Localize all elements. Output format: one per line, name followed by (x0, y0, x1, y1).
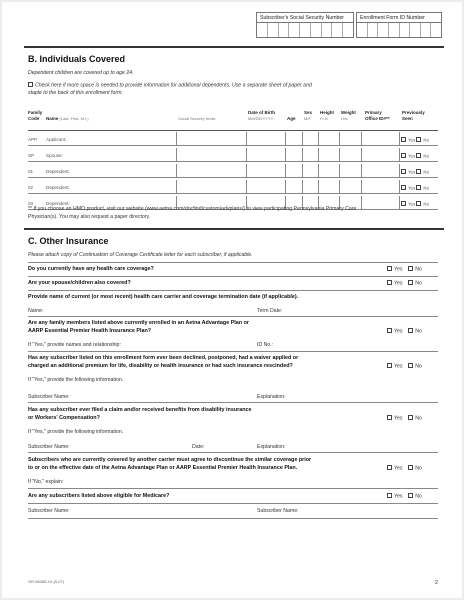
q-aetna-enrolled-line2: AARP Essential Premier Health Insurance Plan? (28, 328, 152, 334)
subscriber-ssn-label: Subscriber's Social Security Number (257, 13, 353, 23)
col-family-code: Family Code (28, 110, 43, 121)
row-name-field[interactable]: Applicant: (46, 137, 67, 142)
q-aetna-enrolled-options[interactable]: Yes No (387, 328, 422, 335)
q-current-coverage: Do you currently have any health care coverage? (28, 266, 154, 272)
q-aetna-enrolled-line1: Are any family members listed above currently enrolled in an Aetna Advantage Plan or (28, 320, 249, 326)
table-header (28, 108, 438, 130)
subscriber-name-field[interactable]: Subscriber Name: (28, 444, 70, 450)
additional-dependents-note (28, 82, 312, 89)
row-code: 02 (28, 185, 34, 190)
q-spouse-children-covered: Are your spouse/children also covered? (28, 280, 131, 286)
row-name-field[interactable]: Dependent: (46, 169, 70, 174)
q-discontinue-line2: to or on the effective date of the Aetna Advantage Plan or AARP Essential Premier Health Insurance Plan. (28, 465, 298, 471)
subscriber-name-field[interactable]: Subscriber Name: (28, 394, 70, 400)
additional-space-checkbox[interactable] (28, 82, 33, 87)
hmo-footnote-line2: Physician(s). You may also request a paper directory. (28, 214, 151, 220)
previously-seen-options[interactable]: Yes No (401, 137, 429, 143)
claim-date-field[interactable]: Date: (192, 444, 205, 450)
section-b-title: B. Individuals Covered (28, 54, 126, 64)
q-disability-claim-options[interactable]: Yes No (387, 415, 422, 422)
q-declined-line1: Has any subscriber listed on this enrollment form ever been declined, postponed, had a waiver applied or (28, 355, 299, 361)
table-row (28, 148, 438, 162)
q-current-carrier: Provide name of current (or most recent) health care carrier and coverage termination date (if applicable). (28, 294, 299, 300)
previously-seen-options[interactable]: Yes No (401, 153, 429, 159)
q-medicare-options[interactable]: Yes No (387, 493, 422, 500)
q-discontinue-options[interactable]: Yes No (387, 465, 422, 472)
q-current-coverage-options[interactable]: Yes No (387, 266, 422, 273)
table-row (28, 132, 438, 146)
age-note: Dependent children are covered up to age 24. (28, 70, 134, 76)
subscriber-name-field-2[interactable]: Subscriber Name: (257, 508, 299, 514)
previously-seen-options[interactable]: Yes No (401, 201, 429, 207)
q-discontinue-line1: Subscribers who are currently covered by another carrier must agree to discontinue the similar coverage prior (28, 457, 312, 463)
q-spouse-children-options[interactable]: Yes No (387, 280, 422, 287)
page-number: 2 (434, 580, 438, 586)
subscriber-ssn-box[interactable] (256, 12, 354, 38)
enrollment-id-box[interactable] (356, 12, 442, 38)
table-row (28, 164, 438, 178)
row-code: APP (28, 137, 38, 142)
q-disability-claim-line1: Has any subscriber ever filed a claim and/or received benefits from disability insurance (28, 407, 252, 413)
q-disability-claim-followup: If "Yes," provide the following information. (28, 429, 124, 435)
q-medicare-eligible: Are any subscribers listed above eligible for Medicare? (28, 493, 170, 499)
explanation-field[interactable]: Explanation: (257, 394, 286, 400)
row-code: 03 (28, 201, 34, 206)
form-code: GR-68388-10 (8-07) (28, 579, 65, 584)
carrier-name-field[interactable]: Name: (28, 308, 44, 314)
row-name-field[interactable]: Dependent: (46, 201, 70, 206)
section-c-title: C. Other Insurance (28, 236, 109, 246)
divider (24, 46, 444, 48)
explanation-field[interactable]: Explanation: (257, 444, 286, 450)
col-age: Age (287, 116, 296, 121)
checkbox-note-line1: Check here if more space is needed to provide information for additional dependents. Use a separate sheet of paper and (35, 82, 312, 89)
subscriber-name-field[interactable]: Subscriber Name: (28, 508, 70, 514)
col-height: Height Ft in (320, 110, 334, 121)
col-weight: Weight Lbs (341, 110, 356, 121)
q-disability-claim-line2: or Workers' Compensation? (28, 415, 100, 421)
enrollment-form-page (2, 2, 462, 598)
q-declined-followup: If "Yes," provide the following information. (28, 377, 124, 383)
divider (24, 228, 444, 230)
checkbox-note-line2: staple to the back of this enrollment form. (28, 90, 123, 96)
q-declined-options[interactable]: Yes No (387, 363, 422, 370)
previously-seen-options[interactable]: Yes No (401, 185, 429, 191)
row-name-field[interactable]: Dependent: (46, 185, 70, 190)
names-relationship-field[interactable]: If "Yes," provide names and relationship: (28, 342, 121, 348)
col-dob: Date of Birth MM/DD/YYYY (248, 110, 275, 121)
term-date-field[interactable]: Term Date: (257, 308, 283, 314)
individuals-table (28, 108, 438, 207)
hmo-footnote-line1: ** If you choose an HMO product, visit our website (www.aetna.com/docfind/custom/advplans/) to view participating Pennsylvania Primary Care (28, 206, 357, 212)
row-code: 01 (28, 169, 34, 174)
col-ssn: Social Security Nmbr. (178, 116, 217, 121)
col-previously-seen: Previously Seen (402, 110, 425, 121)
section-c-intro: Please attach copy of Continuation of Coverage Certificate letter for each subscriber, if applicable. (28, 252, 253, 258)
q-declined-line2: charged an additional premium for life, disability or health insurance or had such insurance rescinded? (28, 363, 293, 369)
row-code: SP (28, 153, 35, 158)
enrollment-id-label: Enrollment Form ID Number (357, 13, 441, 23)
table-row (28, 180, 438, 194)
previously-seen-options[interactable]: Yes No (401, 169, 429, 175)
no-explain-field[interactable]: If "No," explain: (28, 479, 64, 485)
col-name: Name (Last, First, M.I.) (46, 116, 89, 121)
col-sex: Sex M/F (304, 110, 313, 121)
col-primary-office-id: Primary Office ID#** (365, 110, 390, 121)
row-name-field[interactable]: Spouse: (46, 153, 63, 158)
id-number-field[interactable]: ID No.: (257, 342, 274, 348)
